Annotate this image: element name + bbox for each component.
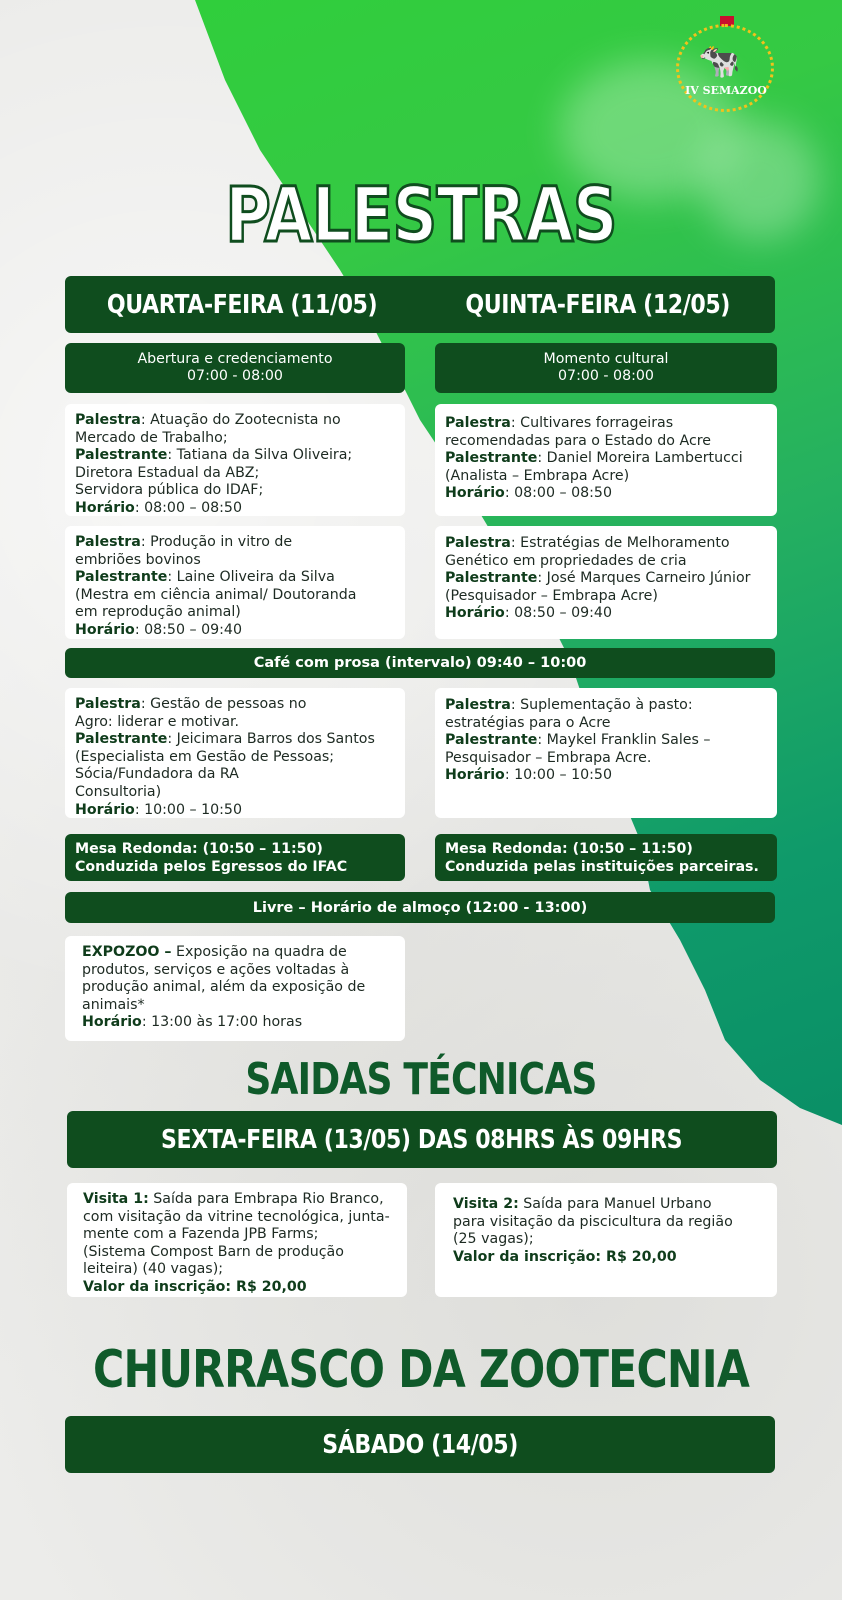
logo-name: IV SEMAZOO <box>685 84 767 97</box>
expozoo-desc: Exposição na quadra de <box>171 944 347 960</box>
talk-speaker: (Pesquisador – Embrapa Acre) <box>445 587 658 604</box>
talk-time: : 08:00 – 08:50 <box>504 485 612 502</box>
label-palestra: Palestra <box>75 534 141 550</box>
talk-speaker: : José Marques Carneiro Júnior <box>537 570 751 587</box>
visit-desc: (25 vagas); <box>453 1231 534 1248</box>
talk-speaker: (Analista – Embrapa Acre) <box>445 467 630 484</box>
talk-title: : Suplementação à pasto: <box>510 697 693 713</box>
talk-card-wed-1 <box>65 404 405 516</box>
visit-desc: para visitação da piscicultura da região <box>453 1213 733 1230</box>
talk-time: : 10:00 – 10:50 <box>504 767 612 784</box>
roundtable-right-time: Mesa Redonda: (10:50 – 11:50) <box>445 841 693 857</box>
visit-desc: com visitação da vitrine tecnológica, junta- <box>83 1208 390 1225</box>
roundtable-left-time: Mesa Redonda: (10:50 – 11:50) <box>75 841 323 857</box>
talk-speaker: Pesquisador – Embrapa Acre. <box>445 749 652 766</box>
expozoo-name: EXPOZOO – <box>82 944 172 960</box>
label-horario: Horário <box>445 485 505 502</box>
expozoo-desc: animais* <box>82 996 145 1013</box>
expozoo-card <box>65 936 405 1041</box>
talk-speaker: (Mestra em ciência animal/ Doutoranda <box>75 586 357 603</box>
day-thursday: QUINTA-FEIRA (12/05) <box>465 289 730 320</box>
lunch-break-bar <box>65 892 775 923</box>
roundtable-left-host: Conduzida pelos Egressos do IFAC <box>75 858 348 875</box>
label-palestrante: Palestrante <box>75 447 168 464</box>
label-horario: Horário <box>75 499 135 516</box>
visit-desc: (Sistema Compost Barn de produção <box>83 1243 344 1260</box>
label-palestra: Palestra <box>445 697 511 713</box>
coffee-break-bar <box>65 648 775 678</box>
visit-card-1 <box>67 1183 407 1297</box>
expozoo-desc: produção animal, além da exposição de <box>82 979 366 996</box>
opening-right-time: 07:00 - 08:00 <box>558 368 654 384</box>
label-palestra: Palestra <box>445 535 511 551</box>
page-title: PALESTRAS <box>225 170 617 259</box>
talk-title: : Produção in vitro de <box>140 534 293 550</box>
opening-left-name: Abertura e credenciamento <box>137 351 333 367</box>
talk-speaker: Consultoria) <box>75 783 162 800</box>
label-palestrante: Palestrante <box>445 732 538 749</box>
label-palestrante: Palestrante <box>445 450 538 467</box>
talk-speaker: : Daniel Moreira Lambertucci <box>537 450 743 467</box>
talk-title: : Estratégias de Melhoramento <box>510 535 730 551</box>
talk-title: Mercado de Trabalho; <box>75 429 228 446</box>
talk-speaker: Diretora Estadual da ABZ; <box>75 464 260 481</box>
saturday-bar <box>65 1416 775 1473</box>
talk-title: : Atuação do Zootecnista no <box>140 412 341 428</box>
talk-speaker: em reprodução animal) <box>75 604 241 621</box>
opening-left <box>65 343 405 393</box>
day-wednesday: QUARTA-FEIRA (11/05) <box>107 289 378 320</box>
label-horario: Horário <box>445 767 505 784</box>
expozoo-time: : 13:00 às 17:00 horas <box>141 1014 303 1031</box>
talk-card-wed-3 <box>65 688 405 818</box>
talk-speaker: Servidora pública do IDAF; <box>75 482 264 499</box>
coffee-break-label: Café com prosa (intervalo) 09:40 – 10:00 <box>253 655 587 671</box>
visit-label: Visita 1: <box>83 1191 149 1207</box>
day-friday: SEXTA-FEIRA (13/05) DAS 08HRS ÀS 09HRS <box>161 1124 683 1155</box>
talk-card-thu-3 <box>435 688 777 818</box>
talk-title: estratégias para o Acre <box>445 714 611 731</box>
talk-time: : 10:00 – 10:50 <box>134 801 242 818</box>
visit-price: Valor da inscrição: R$ 20,00 <box>453 1248 677 1265</box>
talk-speaker: Sócia/Fundadora da RA <box>75 766 239 783</box>
event-logo <box>670 14 782 114</box>
days-header-bar <box>65 276 775 333</box>
visit-label: Visita 2: <box>453 1196 519 1212</box>
roundtable-right-host: Conduzida pelas instituições parceiras. <box>445 858 759 875</box>
label-horario: Horário <box>75 801 135 818</box>
talk-speaker: : Maykel Franklin Sales – <box>537 732 711 749</box>
label-palestrante: Palestrante <box>445 570 538 587</box>
roundtable-left <box>65 834 405 881</box>
talk-speaker: (Especialista em Gestão de Pessoas; <box>75 748 335 765</box>
day-saturday: SÁBADO (14/05) <box>322 1429 518 1460</box>
expozoo-desc: produtos, serviços e ações voltadas à <box>82 961 350 978</box>
talk-time: : 08:00 – 08:50 <box>134 499 242 516</box>
talk-card-wed-2 <box>65 526 405 639</box>
talk-card-thu-1 <box>435 404 777 516</box>
opening-right-name: Momento cultural <box>543 351 669 367</box>
friday-bar <box>67 1111 777 1168</box>
section-title-churrasco: CHURRASCO DA ZOOTECNIA <box>92 1340 750 1400</box>
talk-title: embriões bovinos <box>75 551 201 568</box>
visit-price: Valor da inscrição: R$ 20,00 <box>83 1278 307 1295</box>
opening-left-time: 07:00 - 08:00 <box>187 368 283 384</box>
visit-desc: mente com a Fazenda JPB Farms; <box>83 1226 319 1243</box>
talk-title: Agro: liderar e motivar. <box>75 713 240 730</box>
label-palestra: Palestra <box>75 696 141 712</box>
label-horario: Horário <box>75 621 135 638</box>
talk-time: : 08:50 – 09:40 <box>504 605 612 622</box>
visit-desc: Saída para Manuel Urbano <box>518 1196 712 1212</box>
talk-title: : Gestão de pessoas no <box>140 696 307 712</box>
visit-desc: Saída para Embrapa Rio Branco, <box>148 1191 384 1207</box>
roundtable-right <box>435 834 777 881</box>
label-palestrante: Palestrante <box>75 731 168 748</box>
talk-title: Genético em propriedades de cria <box>445 552 687 569</box>
label-palestra: Palestra <box>75 412 141 428</box>
visit-desc: leiteira) (40 vagas); <box>83 1261 224 1278</box>
talk-speaker: : Laine Oliveira da Silva <box>167 569 335 586</box>
talk-speaker: : Tatiana da Silva Oliveira; <box>167 447 353 464</box>
label-palestra: Palestra <box>445 415 511 431</box>
talk-title: recomendadas para o Estado do Acre <box>445 432 712 449</box>
opening-right <box>435 343 777 393</box>
section-title-saidas: SAIDAS TÉCNICAS <box>245 1054 597 1105</box>
label-horario: Horário <box>445 605 505 622</box>
label-palestrante: Palestrante <box>75 569 168 586</box>
talk-card-thu-2 <box>435 526 777 639</box>
lunch-break-label: Livre – Horário de almoço (12:00 - 13:00) <box>252 899 588 916</box>
talk-speaker: : Jeicimara Barros dos Santos <box>167 731 375 748</box>
talk-time: : 08:50 – 09:40 <box>134 621 242 638</box>
talk-title: : Cultivares forrageiras <box>510 415 674 431</box>
cow-icon: 🐄 <box>698 41 741 81</box>
label-horario: Horário <box>82 1014 142 1031</box>
visit-card-2 <box>435 1183 777 1297</box>
